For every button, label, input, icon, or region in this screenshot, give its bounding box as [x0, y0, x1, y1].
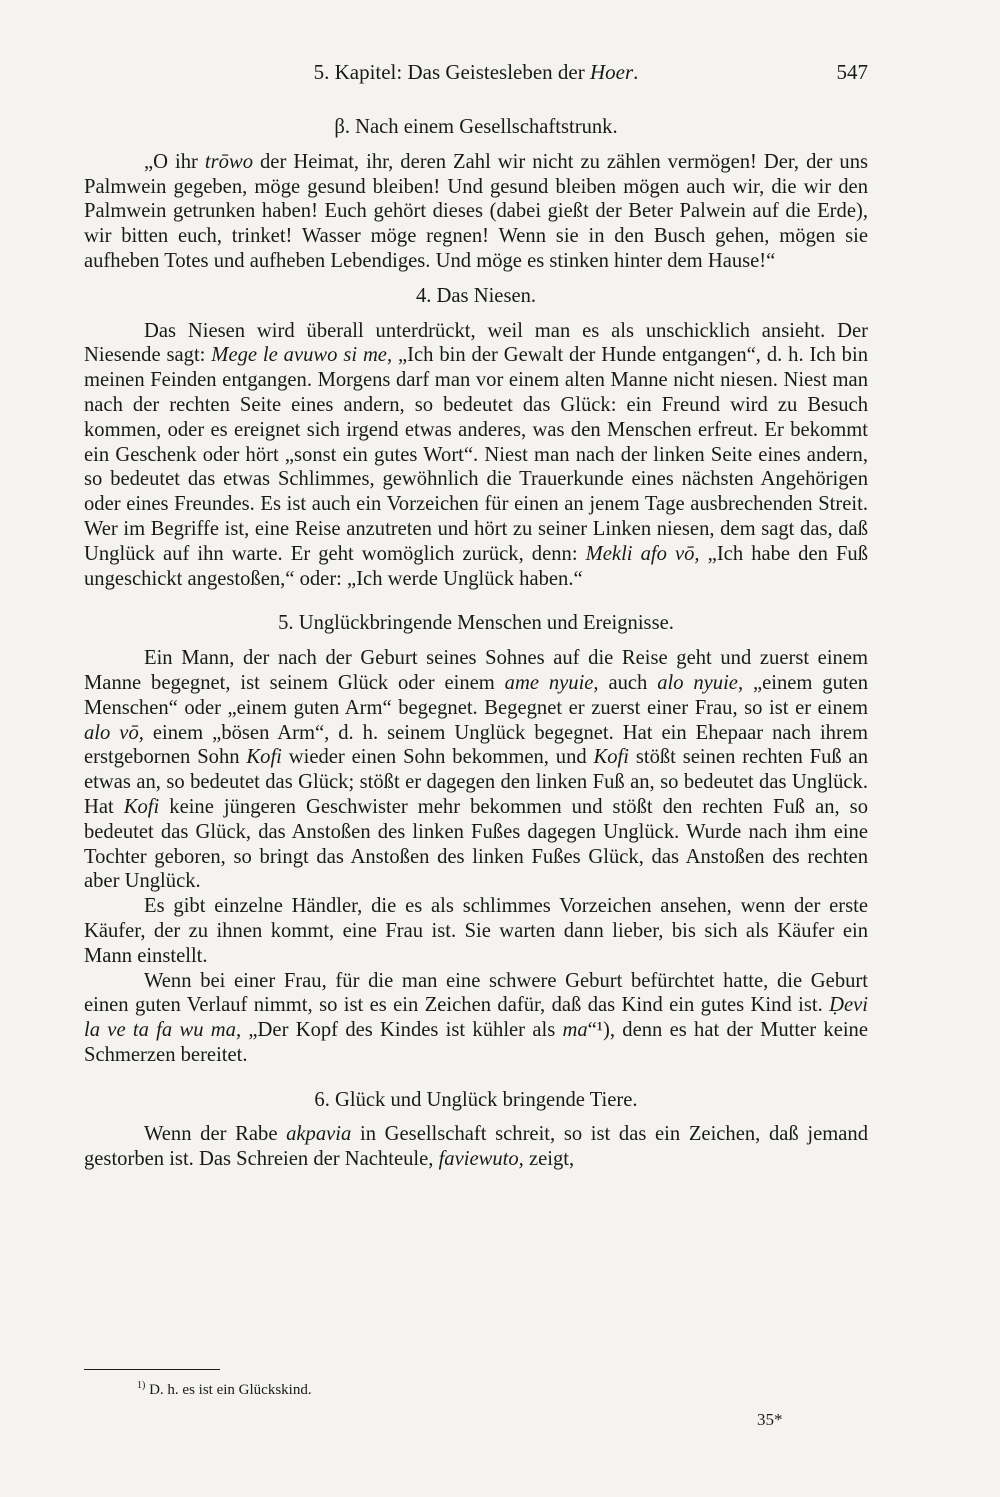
main-text	[84, 115, 868, 1172]
footnote: $^{1)}$ D. h. es ist ein Glückskind.	[137, 1380, 312, 1398]
paragraph-unglueck-2: Es gibt einzelne Händler, die es als schlimmes Vorzeichen ansehen, wenn der erste Käufer, der zu ihnen kommt, eine Frau ist. Sie warten dann lieber, bis sich als Käufer ein Mann einstellt.	[84, 895, 868, 967]
signature-mark: 35*	[757, 1410, 783, 1429]
running-header	[84, 60, 868, 86]
paragraph-tiere: Wenn der Rabe akpavia in Gesellschaft schreit, so ist das ein Zeichen, daß jemand gestorben ist. Das Schreien der Nachteule, faviewuto, zeigt,	[84, 1123, 868, 1171]
section-heading-unglueck: 5. Unglückbringende Menschen und Ereignisse.	[278, 612, 674, 635]
paragraph-unglueck-1: Ein Mann, der nach der Geburt seines Sohnes auf die Reise geht und zuerst einem Manne begegnet, ist seinem Glück oder einem ame nyuie, auch alo nyuie, „einem guten Menschen“ oder „einem guten Arm“ begegnet. Begegnet er zuerst einer Frau, so ist er einem alo vō, einem „bösen Arm“, d. h. seinem Unglück begegnet. Hat ein Ehepaar nach ihrem erstgebornen Sohn Kofi wieder einen Sohn bekommen, und Kofi stößt seinen rechten Fuß an etwas an, so bedeutet das Glück; stößt er dagegen den linken Fuß an, so bedeutet das Unglück. Hat Kofi keine jüngeren Geschwister mehr bekommen und stößt den rechten Fuß an, so bedeutet das Glück, das Anstoßen des linken Fußes dagegen Unglück. Wurde nach ihm eine Tochter geboren, so bringt das Anstoßen des linken Fußes Glück, das Anstoßen des rechten aber Unglück.	[84, 647, 869, 893]
section-heading-niesen: 4. Das Niesen.	[415, 284, 537, 307]
running-title: 5. Kapitel: Das Geistesleben der Hoer.	[313, 60, 639, 84]
page-number: 547	[836, 60, 868, 84]
paragraph-prayer: „O ihr trōwo der Heimat, ihr, deren Zahl wir nicht zu zählen vermögen! Der, der uns Palmwein gegeben, möge gesund bleiben! Und gesund bleiben mögen auch wir, die wir den Palmwein getrunken haben! Euch gehört dieses (dabei gießt der Beter Palwein auf die Erde), wir bitten euch, trinket! Wasser möge regnen! Wenn sie in den Busch gehen, mögen sie aufheben Totes und aufheben Lebendiges. Und möge es stinken hinter dem Hause!“	[84, 150, 869, 272]
section-heading-beta: β. Nach einem Gesellschaftstrunk.	[334, 116, 618, 138]
paragraph-unglueck-3: Wenn bei einer Frau, für die man eine schwere Geburt befürchtet hatte, die Geburt einen guten Verlauf nimmt, so ist es ein Zeichen dafür, daß das Kind ein gutes Kind ist. Ḍevi la ve ta fa wu ma, „Der Kopf des Kindes ist kühler als ma“¹), denn es hat der Mutter keine Schmerzen bereitet.	[84, 969, 868, 1066]
paragraph-niesen: Das Niesen wird überall unterdrückt, weil man es als unschicklich ansieht. Der Niesende sagt: Mege le avuwo si me, „Ich bin der Gewalt der Hunde entgangen“, d. h. Ich bin meinen Feinden entgangen. Morgens darf man vor einem alten Manne nicht niesen. Niest man nach der rechten Seite eines andern, so bedeutet das Glück: ein Freund wird zu Besuch kommen, oder es ereignet sich irgend etwas anderes, was den Menschen erfreut. Er bekommt ein Geschenk oder hört „sonst ein gutes Wort“. Niest man nach der linken Seite eines andern, so bedeutet das etwas Schlimmes, gewöhnlich die Trauerkunde eines nächsten Angehörigen oder eines Freundes. Es ist auch ein Vorzeichen für einen an jenem Tage ausbrechenden Streit. Wer im Begriffe ist, eine Reise anzutreten und hört zu seiner Linken niesen, dem sagt das, daß Unglück auf ihn warte. Er geht womöglich zurück, denn: Mekli afo vō, „Ich habe den Fuß ungeschickt angestoßen,“ oder: „Ich werde Unglück haben.“	[84, 319, 869, 590]
section-heading-tiere: 6. Glück und Unglück bringende Tiere.	[314, 1088, 638, 1111]
footnote-rule	[84, 1369, 220, 1370]
footnote-mark: 1)	[137, 1380, 146, 1391]
